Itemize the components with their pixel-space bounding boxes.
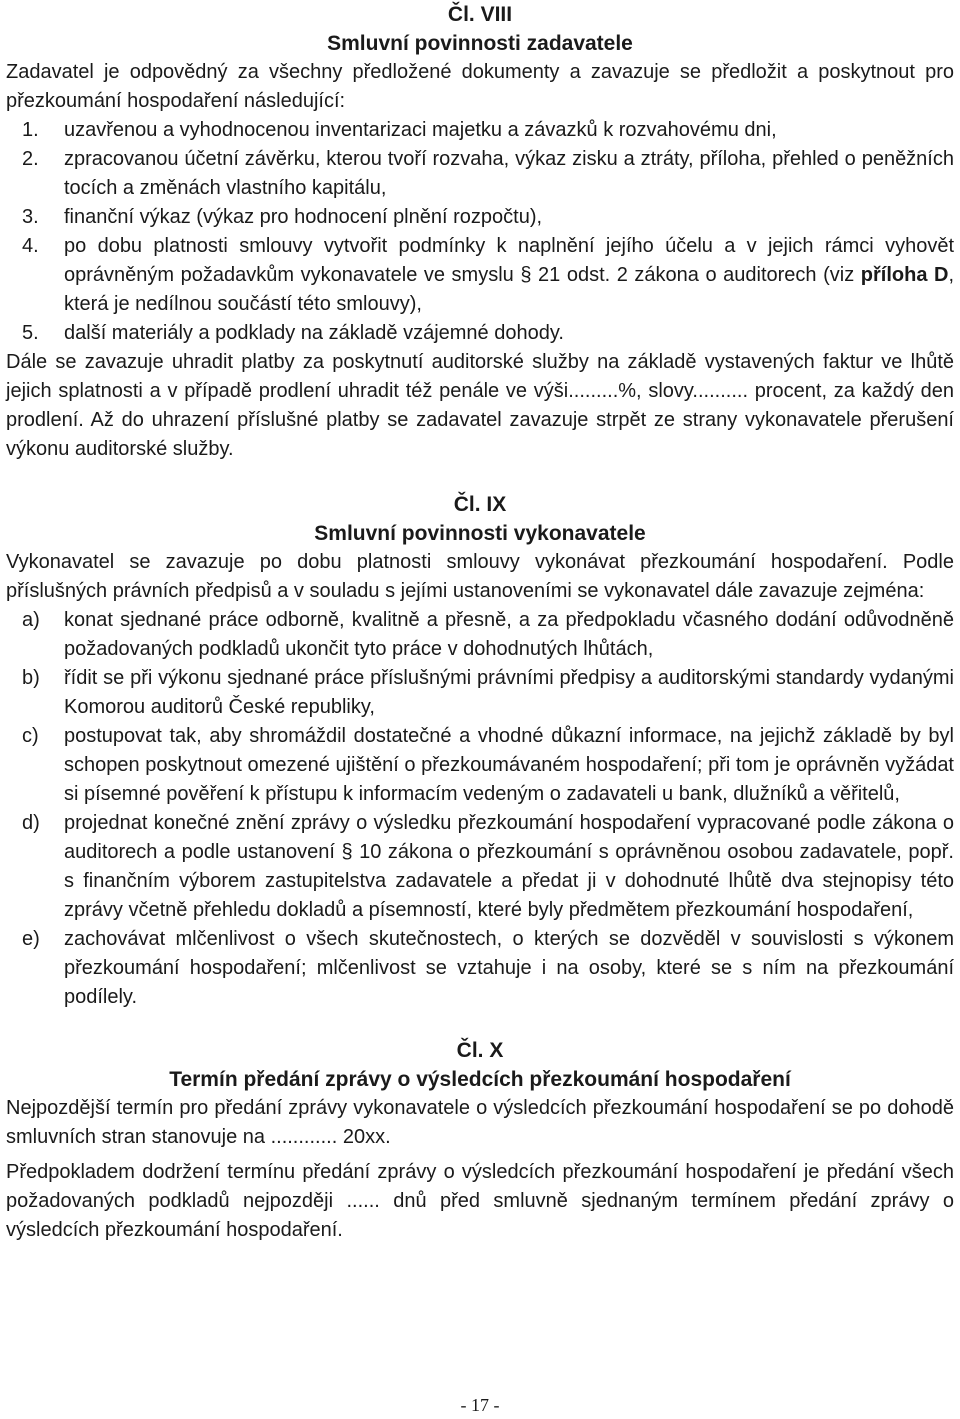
list-item xyxy=(6,606,954,664)
article-intro: Vykonavatel se zavazuje po dobu platnosti smlouvy vykonávat přezkoumání hospodaření. Podle příslušných právních předpisů a v souladu s jejími ustanoveními se vykonavatel dále zavazuje zejména: xyxy=(6,551,954,602)
article-title: Termín předání zprávy o výsledcích přezkoumání hospodaření xyxy=(169,1068,791,1091)
attachment-reference: příloha D xyxy=(860,264,949,286)
list-marker: d) xyxy=(22,812,40,834)
list-item xyxy=(6,232,954,319)
list-item xyxy=(6,722,954,809)
list-item-text: řídit se při výkonu sjednané práce příslušnými právními předpisy a auditorskými standardy vydanými Komorou auditorů České republiky, xyxy=(64,667,954,718)
list-item-text: zpracovanou účetní závěrku, kterou tvoří rozvaha, výkaz zisku a ztráty, příloha, přehled o peněžních tocích a změnách vlastního kapitálu, xyxy=(64,148,954,199)
list-item-text: , která je nedílnou součástí této smlouvy), xyxy=(64,264,954,315)
article-intro: Zadavatel je odpovědný za všechny předložené dokumenty a zavazuje se předložit a poskytnout pro přezkoumání hospodaření následující: xyxy=(6,61,954,112)
list-item-text: další materiály a podklady na základě vzájemné dohody. xyxy=(64,322,564,344)
list-item-text: zachovávat mlčenlivost o všech skutečnostech, o kterých se dozvěděl v souvislosti s výkonem přezkoumání hospodaření; mlčenlivost se vztahuje i na osoby, které se s ním na přezkoumání podílely. xyxy=(64,928,954,1008)
list-item xyxy=(6,319,954,348)
list-item xyxy=(6,203,954,232)
list-marker: c) xyxy=(22,725,39,747)
list-item-text: postupovat tak, aby shromáždil dostatečné a vhodné důkazní informace, na jejichž základě by byl schopen poskytnout omezené ujištění o přezkoumávaném hospodaření; při tom je oprávněn vyžádat si písemné pověření k přístupu k informacím vedeným o zadavateli u bank, dlužníků a věřitelů, xyxy=(64,725,954,805)
article-10 xyxy=(6,1036,954,1245)
article-paragraph: Nejpozdější termín pro předání zprávy vykonavatele o výsledcích přezkoumání hospodaření se po dohodě smluvních stran stanovuje na ............ 20xx. xyxy=(6,1097,954,1148)
list-marker: 1. xyxy=(22,119,39,141)
document-page xyxy=(6,0,954,1245)
list-marker: 5. xyxy=(22,322,39,344)
list-item-text: po dobu platnosti smlouvy vytvořit podmínky k naplnění jejího účelu a v jejich rámci vyhovět oprávněným požadavkům vykonavatele ve smyslu § 21 odst. 2 zákona o auditorech (viz xyxy=(64,235,954,286)
article-9 xyxy=(6,490,954,1012)
article-number: Čl. X xyxy=(456,1039,504,1062)
article-paragraph: Předpokladem dodržení termínu předání zprávy o výsledcích přezkoumání hospodaření je předání všech požadovaných podkladů nejpozději ...... dnů před smluvně sjednaným termínem předání zprávy o výsledcích přezkoumání hospodaření. xyxy=(6,1161,954,1241)
list-item xyxy=(6,925,954,1012)
article-title: Smluvní povinnosti zadavatele xyxy=(327,32,633,55)
page-number: - 17 - xyxy=(460,1395,500,1415)
spacer xyxy=(6,464,954,490)
list-item-text: uzavřenou a vyhodnocenou inventarizaci majetku a závazků k rozvahovému dni, xyxy=(64,119,777,141)
article-title: Smluvní povinnosti vykonavatele xyxy=(314,522,646,545)
list-marker: e) xyxy=(22,928,40,950)
list-item xyxy=(6,145,954,203)
list-item xyxy=(6,664,954,722)
article-number: Čl. VIII xyxy=(447,3,513,26)
list-marker: b) xyxy=(22,667,40,689)
list-item-text: konat sjednané práce odborně, kvalitně a přesně, a za předpokladu včasného dodání odůvodněně požadovaných podkladů ukončit tyto práce v dohodnutých lhůtách, xyxy=(64,609,954,660)
list-item-text: projednat konečné znění zprávy o výsledku přezkoumání hospodaření vypracované podle zákona o auditorech a podle ustanovení § 10 zákona o přezkoumání s oprávněnou osobou zadavatele, popř. s finančním výborem zastupitelstva zadavatele a předat ji v dohodnuté lhůtě dva stejnopisy této zprávy včetně přehledu dokladů a písemností, které byly předmětem přezkoumání hospodaření, xyxy=(64,812,954,921)
article-closing: Dále se zavazuje uhradit platby za poskytnutí auditorské služby na základě vystavených faktur ve lhůtě jejich splatnosti a v případě prodlení uhradit též penále ve výši.........%, slovy.......... procent, za každý den prodlení. Až do uhrazení příslušné platby se zadavatel zavazuje strpět ze strany vykonavatele přerušení výkonu auditorské služby. xyxy=(6,351,954,460)
list-item-text: finanční výkaz (výkaz pro hodnocení plnění rozpočtu), xyxy=(64,206,543,228)
list-item xyxy=(6,809,954,925)
numbered-list xyxy=(6,116,954,348)
list-marker: a) xyxy=(22,609,40,631)
list-item xyxy=(6,116,954,145)
list-marker: 4. xyxy=(22,235,39,257)
article-8 xyxy=(6,0,954,464)
article-number: Čl. IX xyxy=(453,493,507,516)
list-marker: 2. xyxy=(22,148,39,170)
lettered-list xyxy=(6,606,954,1012)
spacer xyxy=(6,1012,954,1036)
list-marker: 3. xyxy=(22,206,39,228)
